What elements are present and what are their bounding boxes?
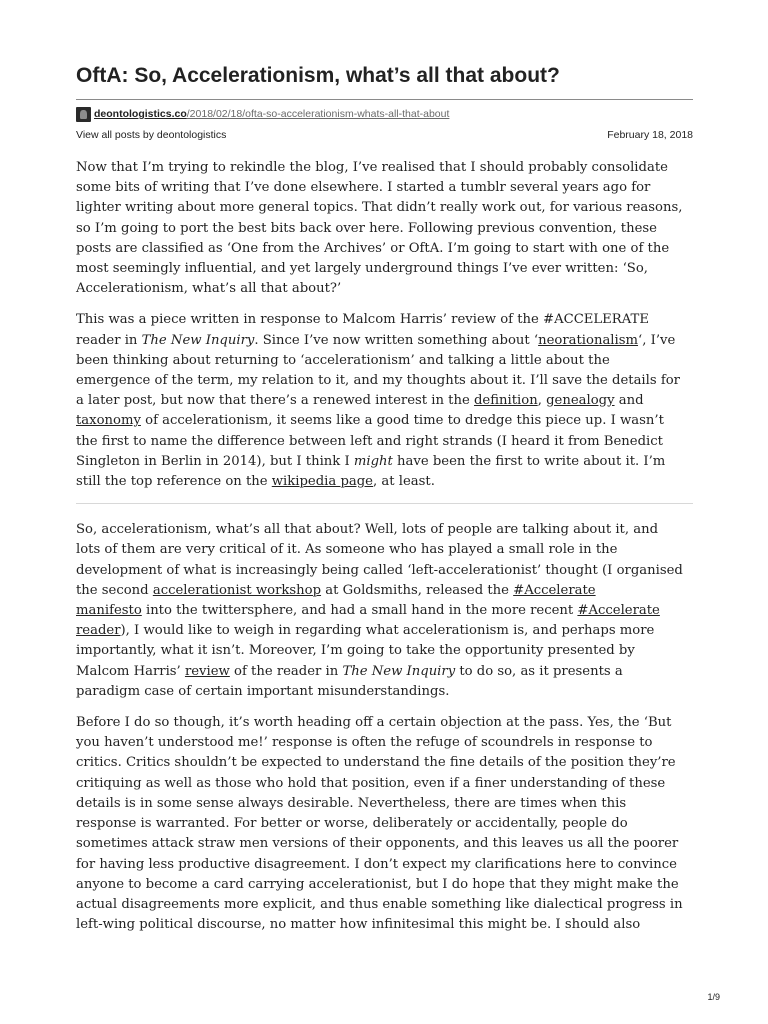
neorationalism-link[interactable]: neorationalism	[538, 332, 639, 348]
accelerate-manifesto-link[interactable]: #Accelerate	[513, 582, 596, 598]
wikipedia-page-link[interactable]: wikipedia page	[271, 474, 373, 490]
source-path-link[interactable]: /2018/02/18/ofta-so-accelerationism-whats-all-that-about	[186, 108, 450, 120]
source-url[interactable]	[76, 105, 449, 123]
post-body	[76, 158, 693, 935]
view-all-posts-link[interactable]: View all posts by deontologistics	[76, 129, 227, 141]
review-link[interactable]: review	[184, 663, 230, 679]
paragraph-2: This was a piece written in response to Malcom Harris’ review of the #ACCELERATE reader in The New Inquiry. Since I’ve now written something about ‘neorationalism‘, I’ve been thinking about returning to ‘accelerationism’ and talking a little about the emergence of the term, my relation to it, and my thoughts about it. I’ll save the details for a later post, but now that there’s a renewed interest in the definition, genealogy and taxonomy of accelerationism, it seems like a good time to dredge this piece up. I wasn’t the first to name the difference between left and right strands (I heard it from Benedict Singleton in Berlin in 2014), but I think I might have been the first to write about it. I’m still the top reference on the wikipedia page, at least.	[76, 312, 680, 490]
accelerate-reader-link[interactable]: #Accelerate	[577, 603, 660, 619]
genealogy-link[interactable]: genealogy	[546, 393, 615, 409]
title-rule	[76, 99, 693, 100]
definition-link[interactable]: definition	[473, 393, 538, 409]
accelerationist-workshop-link[interactable]: accelerationist workshop	[152, 582, 322, 598]
site-favicon-icon	[76, 107, 91, 122]
accelerate-reader-link-2[interactable]: reader	[76, 623, 121, 639]
accelerate-manifesto-link-2[interactable]: manifesto	[76, 603, 142, 619]
source-domain-link[interactable]: deontologistics.co	[94, 108, 187, 120]
post-meta	[76, 129, 693, 141]
page-title: OftA: So, Accelerationism, what’s all that about?	[76, 64, 560, 87]
page-number: 1/9	[707, 992, 720, 1002]
post-date: February 18, 2018	[607, 129, 693, 141]
paragraph-4: Before I do so though, it’s worth heading off a certain objection at the pass. Yes, the ‘But you haven’t understood me!’ response is often the refuge of scoundrels in response to critics. Critics shouldn’t be expected to understand the fine details of the position they’re critiquing as well as those who hold that position, even if a finer understanding of these details is in some sense always desirable. Nevertheless, there are times when this response is warranted. For better or worse, deliberately or accidentally, people do sometimes attack straw men versions of their opponents, and this leaves us all the poorer for having less productive disagreement. I don’t expect my clarifications here to convince anyone to become a card carrying accelerationist, but I do hope that they might make the actual disagreements more explicit, and thus enable something like dialectical progress in left-wing political discourse, no matter how infinitesimal this might be. I should also	[76, 715, 683, 933]
taxonomy-link[interactable]: taxonomy	[76, 413, 141, 429]
paragraph-1: Now that I’m trying to rekindle the blog, I’ve realised that I should probably consolidate some bits of writing that I’ve done elsewhere. I started a tumblr several years ago for lighter writing about more general topics. That didn’t really work out, for various reasons, so I’m going to port the best bits back over here. Following previous convention, these posts are classified as ‘One from the Archives’ or OftA. I’m going to start with one of the most seemingly influential, and yet largely underground things I’ve ever written: ‘So, Accelerationism, what’s all that about?’	[76, 160, 683, 297]
section-divider	[76, 503, 693, 504]
paragraph-3: So, accelerationism, what’s all that about? Well, lots of people are talking about it, and lots of them are very critical of it. As someone who has played a small role in the development of what is increasingly being called ‘left-accelerationist’ thought (I organised the second accelerationist workshop at Goldsmiths, released the #Accelerate manifesto into the twittersphere, and had a small hand in the more recent #Accelerate reader), I would like to weigh in regarding what accelerationism is, and perhaps more importantly, what it isn’t. Moreover, I’m going to take the opportunity presented by Malcom Harris’ review of the reader in The New Inquiry to do so, as it presents a paradigm case of certain important misunderstandings.	[76, 522, 683, 699]
